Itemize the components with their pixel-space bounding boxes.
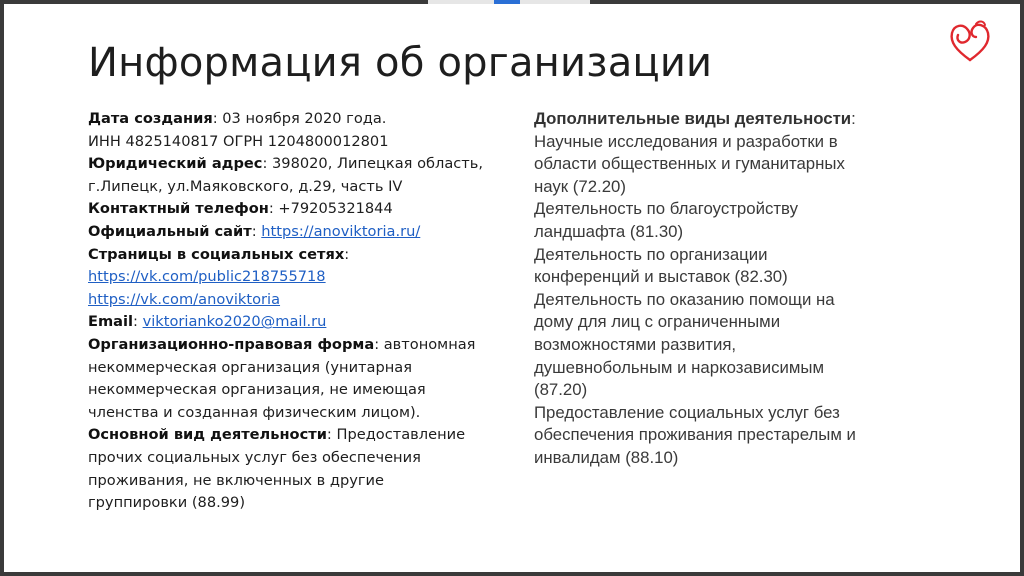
address-line-2: г.Липецк, ул.Маяковского, д.29, часть IV <box>88 177 403 195</box>
main-activity-line <box>88 424 508 447</box>
activity-line: Предоставление социальных услуг без <box>534 402 840 422</box>
address-label: Юридический адрес <box>88 155 263 173</box>
activity-line: (87.20) <box>534 380 588 400</box>
main-activity-line-3: проживания, не включенных в другие <box>88 471 385 489</box>
vk-public-link[interactable]: https://vk.com/public218755718 <box>88 268 326 286</box>
address-value: : 398020, Липецкая область, <box>262 155 484 173</box>
heart-ribbon-logo-icon <box>946 18 994 64</box>
activity-line: дому для лиц с ограниченными <box>534 312 781 332</box>
phone-value: : +79205321844 <box>268 200 393 218</box>
email-sep: : <box>133 313 143 331</box>
main-activity-line-2: прочих социальных услуг без обеспечения <box>88 448 421 466</box>
website-line <box>88 221 508 244</box>
created-label: Дата создания <box>88 110 213 127</box>
social-link-line-1 <box>88 266 508 289</box>
legal-form-label: Организационно-правовая форма <box>88 335 375 353</box>
activity-line: ландшафта (81.30) <box>534 221 684 241</box>
legal-form-line <box>88 334 508 357</box>
activity-line: душевнобольным и наркозависимым <box>534 357 824 377</box>
activity-line: инвалидам (88.10) <box>534 447 679 467</box>
additional-activities-label: Дополнительные виды деятельности <box>534 109 852 128</box>
legal-form-value: : автономная <box>374 335 476 353</box>
website-label: Официальный сайт <box>88 222 252 240</box>
social-heading-line <box>88 244 508 267</box>
email-link[interactable]: viktorianko2020@mail.ru <box>142 313 327 331</box>
main-activity-line-4: группировки (88.99) <box>88 494 246 512</box>
slide-title: Информация об организации <box>88 40 713 86</box>
activity-line: Деятельность по благоустройству <box>534 199 798 219</box>
additional-activities-sep: : <box>851 109 856 128</box>
activity-line: области общественных и гуманитарных <box>534 154 845 174</box>
email-line <box>88 311 508 334</box>
address-line <box>88 153 508 176</box>
created-value: : 03 ноября 2020 года. <box>212 110 387 127</box>
created-date-line <box>88 108 508 131</box>
legal-form-line-4: членства и созданная физическим лицом). <box>88 403 421 421</box>
legal-form-line-2: некоммерческая организация (унитарная <box>88 358 413 376</box>
phone-label: Контактный телефон <box>88 200 269 218</box>
website-link[interactable]: https://anoviktoria.ru/ <box>261 222 421 240</box>
activity-line: Научные исследования и разработки в <box>534 131 838 151</box>
additional-activities <box>534 108 954 470</box>
email-label: Email <box>88 313 134 331</box>
social-link-line-2 <box>88 289 508 312</box>
social-label: Страницы в социальных сетях <box>88 245 345 263</box>
website-sep: : <box>251 222 262 240</box>
social-sep: : <box>344 245 350 263</box>
activity-line: Деятельность по организации <box>534 244 768 264</box>
activity-line: наук (72.20) <box>534 176 626 196</box>
main-activity-label: Основной вид деятельности <box>88 426 327 444</box>
main-activity-value: : Предоставление <box>326 426 466 444</box>
phone-line <box>88 198 508 221</box>
additional-activities-heading <box>534 108 954 131</box>
slide <box>4 4 1020 572</box>
inn-ogrn-line: ИНН 4825140817 ОГРН 1204800012801 <box>88 132 389 150</box>
legal-form-line-3: некоммерческая организация, не имеющая <box>88 381 426 399</box>
activity-line: Деятельность по оказанию помощи на <box>534 289 835 309</box>
activity-line: возможностями развития, <box>534 334 737 354</box>
vk-profile-link[interactable]: https://vk.com/anoviktoria <box>88 290 281 308</box>
activity-line: обеспечения проживания престарелым и <box>534 425 856 445</box>
organization-details <box>88 108 508 515</box>
activity-line: конференций и выставок (82.30) <box>534 267 788 287</box>
